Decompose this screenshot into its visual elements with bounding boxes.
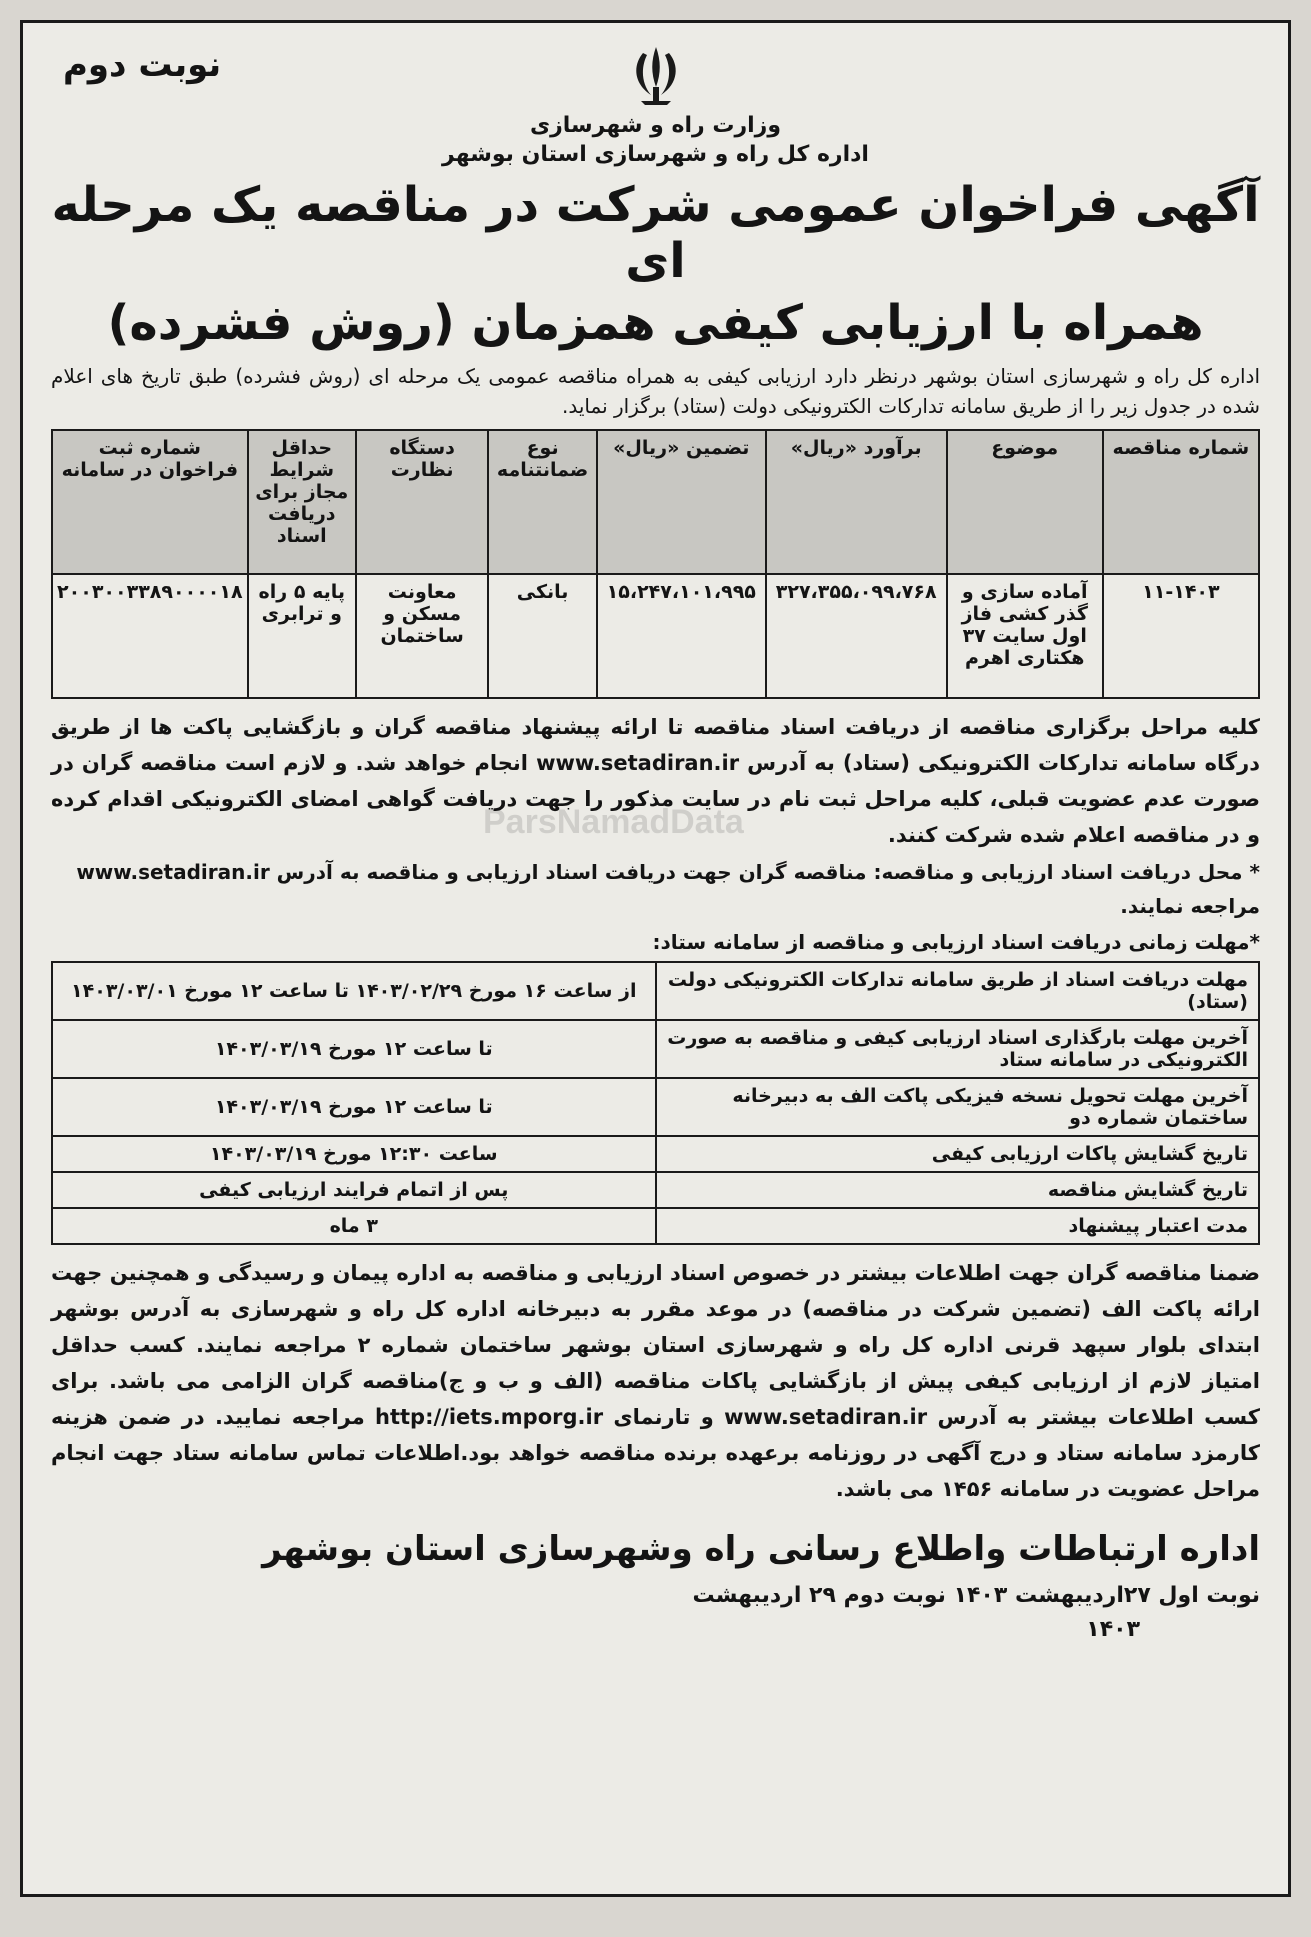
notice-title-line2: همراه با ارزیابی کیفی همزمان (روش فشرده) (107, 295, 1204, 351)
schedule-label: تاریخ گشایش پاکات ارزیابی کیفی (656, 1136, 1260, 1172)
schedule-value: ساعت ۱۲:۳۰ مورخ ۱۴۰۳/۰۳/۱۹ (52, 1136, 656, 1172)
ministry-name: وزارت راه و شهرسازی (529, 113, 782, 138)
publication-line-2: ۱۴۰۳ (1086, 1617, 1140, 1642)
iran-emblem-icon (621, 43, 691, 109)
schedule-row (52, 1136, 1259, 1172)
additional-info-paragraph: ضمنا مناقصه گران جهت اطلاعات بیشتر در خصوص اسناد ارزیابی و مناقصه به اداره پیمان و رسیدگی و همچنین جهت ارائه پاکت الف (تضمین شرکت در مناقصه) در موعد مقرر به دبیرخانه اداره کل راه و شهرسازی به آدرس بوشهر ابتدای بلوار سپهد قرنی اداره کل راه و شهرسازی استان بوشهر ساختمان شماره ۲ مراجعه نمایند. کسب حداقل امتیاز لازم از ارزیابی کیفی پیش از بازگشایی پاکات مناقصه (الف و ب و ج)مناقصه گران الزامی می باشد. برای کسب اطلاعات بیشتر به آدرس www.setadiran.ir و تارنمای http://iets.mporg.ir مراجعه نمایید. در ضمن هزینه کارمزد سامانه ستاد و درج آگهی در روزنامه برعهده برنده مناقصه خواهد بود.اطلاعات تماس سامانه ستاد جهت انجام مراحل عضویت در سامانه ۱۴۵۶ می باشد. (51, 1261, 1260, 1501)
publication-line-1: نوبت اول ۲۷اردیبهشت ۱۴۰۳ نوبت دوم ۲۹ اردیبهشت (692, 1583, 1260, 1608)
cell-tender-number: ۱۱-۱۴۰۳ (1103, 574, 1259, 698)
watermark: ParsNamadData (483, 803, 744, 841)
tender-notice (20, 20, 1291, 1897)
header-guarantee: تضمین «ریال» (597, 430, 766, 574)
schedule-row (52, 1208, 1259, 1244)
header-supervision: دستگاه نظارت (356, 430, 488, 574)
schedule-value: ۳ ماه (52, 1208, 656, 1244)
documents-location-note: * محل دریافت اسناد ارزیابی و مناقصه: مناقصه گران جهت دریافت اسناد ارزیابی و مناقصه به آدرس www.setadiran.ir مراجعه نمایند. (76, 860, 1260, 918)
cell-guarantee-type: بانکی (488, 574, 597, 698)
header-guarantee-type: نوع ضمانتنامه (488, 430, 597, 574)
schedule-label: مهلت دریافت اسناد از طریق سامانه تدارکات الکترونیکی دولت (ستاد) (656, 962, 1260, 1020)
schedule-row (52, 1172, 1259, 1208)
header-tender-number: شماره مناقصه (1103, 430, 1259, 574)
schedule-value: تا ساعت ۱۲ مورخ ۱۴۰۳/۰۳/۱۹ (52, 1020, 656, 1078)
cell-guarantee: ۱۵،۲۴۷،۱۰۱،۹۹۵ (597, 574, 766, 698)
schedule-label: مدت اعتبار پیشنهاد (656, 1208, 1260, 1244)
schedule-row (52, 1020, 1259, 1078)
schedule-label: تاریخ گشایش مناقصه (656, 1172, 1260, 1208)
schedule-row (52, 1078, 1259, 1136)
notice-title-line1: آگهی فراخوان عمومی شرکت در مناقصه یک مرحله ای (51, 177, 1260, 289)
header-subject: موضوع (947, 430, 1103, 574)
documents-time-note: *مهلت زمانی دریافت اسناد ارزیابی و مناقصه از سامانه ستاد: (652, 930, 1260, 954)
cell-min-requirements: پایه ۵ راه و ترابری (248, 574, 356, 698)
cell-registration-number: ۲۰۰۳۰۰۳۳۸۹۰۰۰۰۱۸ (52, 574, 248, 698)
tender-table (51, 429, 1260, 699)
schedule-value: پس از اتمام فرایند ارزیابی کیفی (52, 1172, 656, 1208)
procedure-paragraph: کلیه مراحل برگزاری مناقصه از دریافت اسناد مناقصه تا ارائه پیشنهاد مناقصه گران و بازگشایی پاکت ها از طریق درگاه سامانه تدارکات الکترونیکی (ستاد) به آدرس www.setadiran.ir انجام خواهد شد. و لازم است مناقصه گران در صورت عدم عضویت قبلی، کلیه مراحل ثبت نام در سایت مذکور را جهت دریافت گواهی امضای الکترونیکی اقدام کرده و در مناقصه اعلام شده شرکت کنند. (51, 715, 1260, 847)
schedule-label: آخرین مهلت بارگذاری اسناد ارزیابی کیفی و مناقصه به صورت الکترونیکی در سامانه ستاد (656, 1020, 1260, 1078)
schedule-label: آخرین مهلت تحویل نسخه فیزیکی پاکت الف به دبیرخانه ساختمان شماره دو (656, 1078, 1260, 1136)
schedule-row (52, 962, 1259, 1020)
cell-supervision: معاونت مسکن و ساختمان (356, 574, 488, 698)
issuer-signature: اداره ارتباطات واطلاع رسانی راه وشهرسازی استان بوشهر (262, 1529, 1260, 1569)
schedule-table (51, 961, 1260, 1245)
turn-badge: نوبت دوم (63, 45, 222, 85)
schedule-value: تا ساعت ۱۲ مورخ ۱۴۰۳/۰۳/۱۹ (52, 1078, 656, 1136)
directorate-name: اداره کل راه و شهرسازی استان بوشهر (442, 142, 869, 167)
cell-estimate: ۳۲۷،۳۵۵،۰۹۹،۷۶۸ (766, 574, 947, 698)
header-min-requirements: حداقل شرایط مجاز برای دریافت اسناد (248, 430, 356, 574)
cell-subject: آماده سازی و گذر کشی فاز اول سایت ۳۷ هکتاری اهرم (947, 574, 1103, 698)
intro-paragraph: اداره کل راه و شهرسازی استان بوشهر درنظر دارد ارزیابی کیفی به همراه مناقصه عمومی یک مرحله ای (روش فشرده) طبق تاریخ های اعلام شده در جدول زیر را از طریق سامانه تدارکات الکترونیکی دولت (ستاد) برگزار نماید. (51, 364, 1260, 418)
publication-dates (51, 1579, 1260, 1647)
header-estimate: برآورد «ریال» (766, 430, 947, 574)
table-row (52, 574, 1259, 698)
tender-table-header-row (52, 430, 1259, 574)
header-registration-number: شماره ثبت فراخوان در سامانه (52, 430, 248, 574)
schedule-value: از ساعت ۱۶ مورخ ۱۴۰۳/۰۲/۲۹ تا ساعت ۱۲ مورخ ۱۴۰۳/۰۳/۰۱ (52, 962, 656, 1020)
